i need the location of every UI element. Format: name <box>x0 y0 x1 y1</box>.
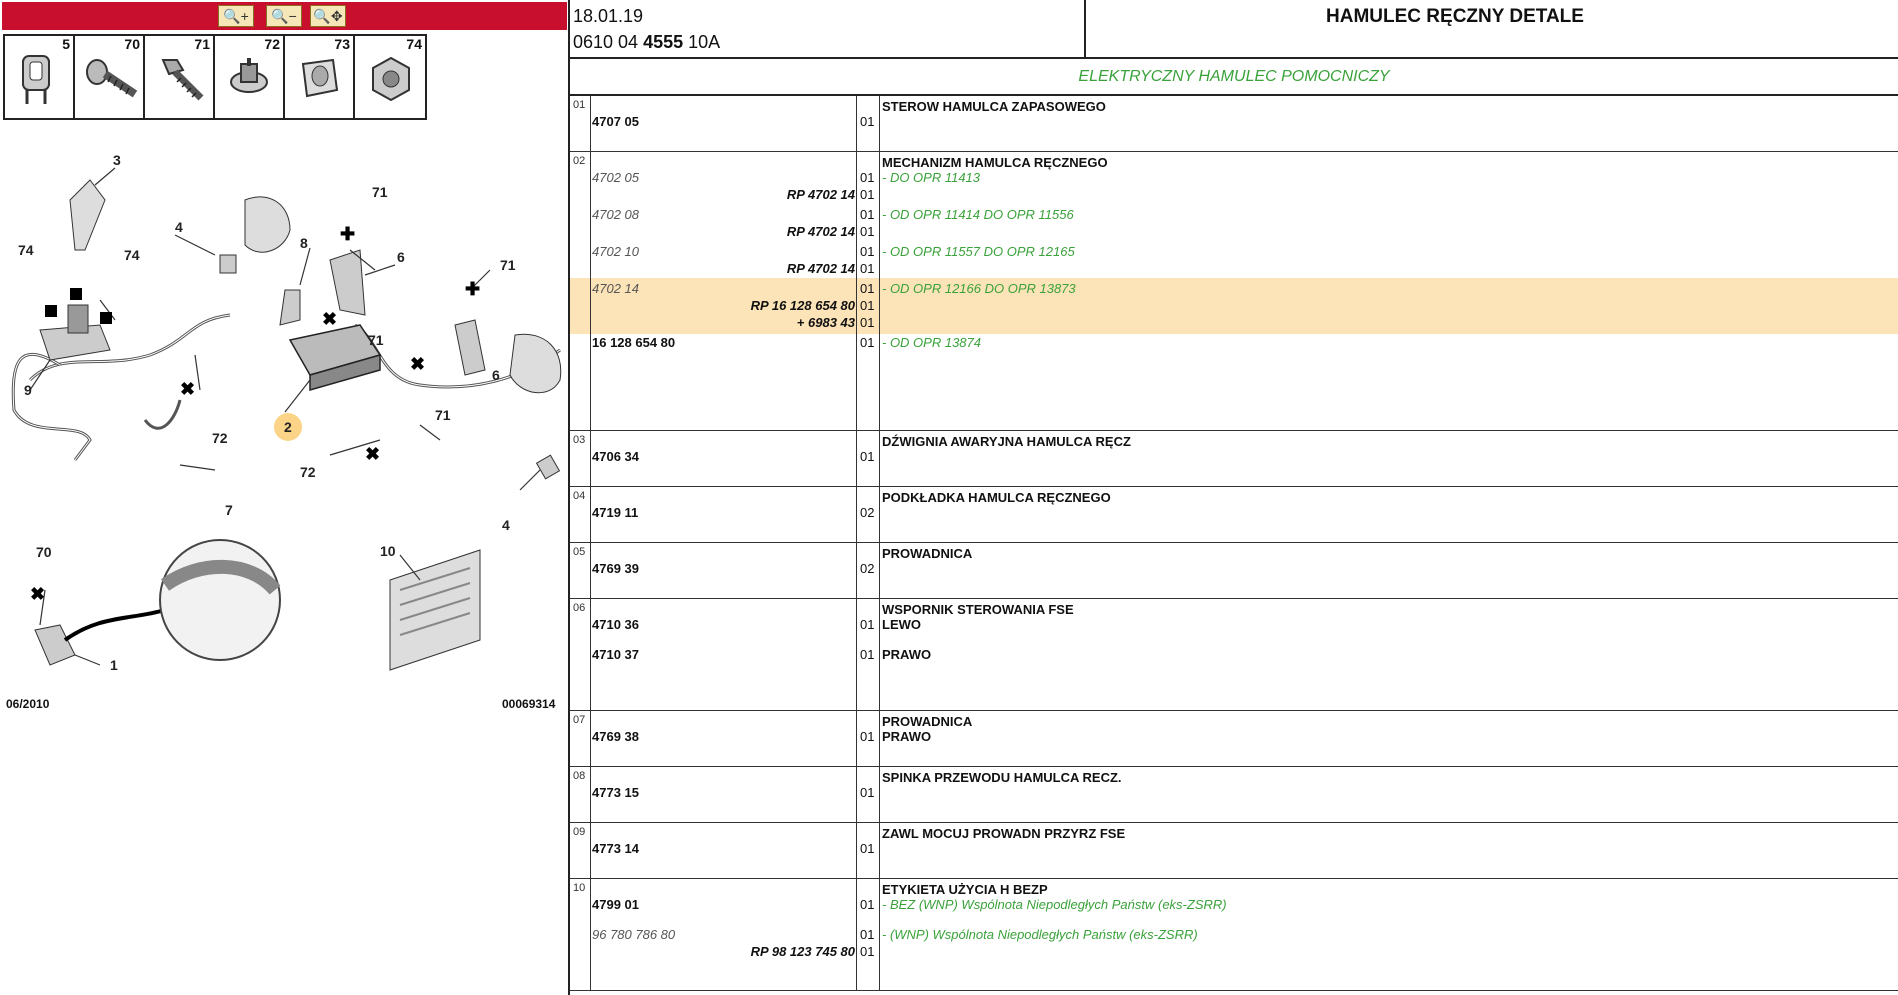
thumb-number: 5 <box>62 36 70 52</box>
thumb-number: 70 <box>124 36 140 52</box>
column-rule <box>590 599 591 710</box>
callout-label: 6 <box>397 249 405 265</box>
replacement-ref: RP 16 128 654 80 <box>750 298 855 313</box>
part-ref[interactable]: 96 780 786 80 <box>592 927 676 942</box>
part-qty: 01 <box>860 729 875 744</box>
thumb-73[interactable] <box>285 36 355 118</box>
part-desc: - OD OPR 11414 DO OPR 11556 <box>882 207 1074 222</box>
part-group <box>570 599 1898 711</box>
thumb-number: 74 <box>406 36 422 52</box>
zoom-out-button[interactable] <box>266 5 302 27</box>
group-number: 09 <box>573 826 586 838</box>
callout-label: 8 <box>300 235 308 251</box>
zoom-in-button[interactable] <box>218 5 254 27</box>
code-suffix: 10A <box>688 32 721 52</box>
part-desc: - OD OPR 12166 DO OPR 13873 <box>882 281 1076 296</box>
group-title: ETYKIETA UŻYCIA H BEZP <box>882 882 1048 897</box>
column-rule <box>856 431 857 486</box>
column-rule <box>856 823 857 878</box>
parts-list-panel <box>570 0 1898 995</box>
callout-label: 71 <box>500 257 516 273</box>
column-rule <box>590 431 591 486</box>
pan-button[interactable] <box>310 5 346 27</box>
part-group <box>570 96 1898 152</box>
part-qty: 01 <box>860 207 875 222</box>
part-ref[interactable]: 4773 14 <box>592 841 639 856</box>
callout-label: 9 <box>24 382 32 398</box>
part-ref[interactable]: 4707 05 <box>592 114 639 129</box>
part-ref[interactable]: 4710 37 <box>592 647 639 662</box>
part-desc: LEWO <box>882 617 921 632</box>
column-rule <box>590 487 591 542</box>
group-number: 10 <box>573 882 586 894</box>
part-group <box>570 543 1898 599</box>
column-rule <box>879 543 880 598</box>
group-title: SPINKA PRZEWODU HAMULCA RECZ. <box>882 770 1122 785</box>
replacement-qty: 01 <box>860 187 875 202</box>
part-ref[interactable]: 4706 34 <box>592 449 639 464</box>
part-desc: - OD OPR 11557 DO OPR 12165 <box>882 244 1075 259</box>
thumb-71[interactable] <box>145 36 215 118</box>
part-ref[interactable]: 4702 14 <box>592 281 639 296</box>
pan-icon: 🔍✥ <box>313 7 343 24</box>
replacement-ref: RP 4702 14 <box>786 224 855 239</box>
header-code <box>573 32 720 53</box>
zoom-in-icon: 🔍+ <box>223 7 249 24</box>
callout-label: 71 <box>372 184 388 200</box>
header-info <box>570 0 1086 57</box>
fastener-markers <box>30 224 480 604</box>
callout-label: 6 <box>492 367 500 383</box>
part-desc: - DO OPR 11413 <box>882 170 981 185</box>
svg-text:✖: ✖ <box>30 584 46 604</box>
diagram-panel <box>0 0 569 995</box>
group-number: 08 <box>573 770 586 782</box>
group-title: DŹWIGNIA AWARYJNA HAMULCA RĘCZ <box>882 434 1131 449</box>
replacement-qty: 01 <box>860 298 875 313</box>
column-rule <box>879 879 880 990</box>
part-ref[interactable]: 4719 11 <box>592 505 639 520</box>
callout-label: 74 <box>18 242 34 258</box>
thumb-72[interactable] <box>215 36 285 118</box>
column-rule <box>590 711 591 766</box>
part-ref[interactable]: 4710 36 <box>592 617 639 632</box>
replacement-ref: RP 98 123 745 80 <box>750 944 855 959</box>
hex-nut-icon <box>363 50 419 110</box>
column-rule <box>856 879 857 990</box>
part-ref[interactable]: 4702 08 <box>592 207 639 222</box>
column-rule <box>879 152 880 430</box>
column-rule <box>856 152 857 430</box>
column-rule <box>590 96 591 151</box>
replacement-ref: + 6983 43 <box>796 315 855 330</box>
group-number: 01 <box>573 99 586 111</box>
group-number: 06 <box>573 602 586 614</box>
column-rule <box>590 767 591 822</box>
zoom-toolbar <box>2 2 567 30</box>
exploded-diagram <box>0 140 569 720</box>
column-rule <box>856 543 857 598</box>
column-rule <box>856 711 857 766</box>
replacement-qty: 01 <box>860 944 875 959</box>
group-number: 07 <box>573 714 586 726</box>
column-rule <box>856 487 857 542</box>
replacement-ref: RP 4702 14 <box>786 187 855 202</box>
group-title: PROWADNICA <box>882 714 973 729</box>
part-ref[interactable]: 4799 01 <box>592 897 639 912</box>
code-prefix: 0610 04 <box>573 32 639 52</box>
group-title: WSPORNIK STEROWANIA FSE <box>882 602 1074 617</box>
part-desc: - OD OPR 13874 <box>882 335 981 350</box>
diagram-ref: 00069314 <box>502 697 556 711</box>
column-rule <box>856 96 857 151</box>
actuator-unit <box>290 325 380 390</box>
svg-text:✖: ✖ <box>180 379 196 399</box>
svg-text:✖: ✖ <box>410 354 426 374</box>
code-bold: 4555 <box>643 32 684 52</box>
part-desc: PRAWO <box>882 729 932 744</box>
callout-label: 74 <box>124 247 140 263</box>
part-ref[interactable]: 4702 05 <box>592 170 639 185</box>
part-qty: 01 <box>860 617 875 632</box>
thumb-5[interactable] <box>5 36 75 118</box>
column-rule <box>590 879 591 990</box>
group-number: 05 <box>573 546 586 558</box>
replacement-qty: 01 <box>860 224 875 239</box>
thumb-number: 73 <box>334 36 350 52</box>
column-rule <box>856 599 857 710</box>
group-number: 03 <box>573 434 586 446</box>
group-number: 04 <box>573 490 586 502</box>
parts-table <box>570 96 1898 991</box>
callout-label: 7 <box>225 502 233 518</box>
part-group <box>570 487 1898 543</box>
part-qty: 01 <box>860 244 875 259</box>
thumb-74[interactable] <box>355 36 425 118</box>
thumb-70[interactable] <box>75 36 145 118</box>
diagram-date: 06/2010 <box>6 697 50 711</box>
column-rule <box>879 767 880 822</box>
callout-label: 71 <box>368 332 384 348</box>
group-title: PODKŁADKA HAMULCA RĘCZNEGO <box>882 490 1111 505</box>
thumb-number: 71 <box>194 36 210 52</box>
column-rule <box>590 152 591 430</box>
group-title: PROWADNICA <box>882 546 973 561</box>
part-qty: 01 <box>860 335 875 350</box>
svg-text:✖: ✖ <box>365 444 381 464</box>
column-rule <box>879 431 880 486</box>
group-title: STEROW HAMULCA ZAPASOWEGO <box>882 99 1106 114</box>
svg-text:✚: ✚ <box>340 224 356 244</box>
part-qty: 01 <box>860 114 875 129</box>
part-qty: 01 <box>860 449 875 464</box>
callout-label: 72 <box>300 464 316 480</box>
callout-label: 4 <box>175 219 183 235</box>
fastener-thumbnails <box>3 34 427 120</box>
column-rule <box>879 96 880 151</box>
header <box>570 0 1898 59</box>
callout-label: 72 <box>212 430 228 446</box>
zoom-out-icon: 🔍− <box>271 7 297 24</box>
column-rule <box>590 823 591 878</box>
thumb-number: 72 <box>264 36 280 52</box>
svg-text:✖: ✖ <box>322 309 338 329</box>
part-qty: 01 <box>860 785 875 800</box>
group-number: 02 <box>573 155 586 167</box>
washer-bolt-icon <box>223 50 279 110</box>
column-rule <box>879 823 880 878</box>
svg-text:✚: ✚ <box>465 279 481 299</box>
callout-label: 1 <box>110 657 118 673</box>
bracket-icon <box>13 50 65 110</box>
part-desc: - (WNP) Wspólnota Niepodległych Państw (eks-ZSRR) <box>882 927 1198 942</box>
column-rule <box>590 543 591 598</box>
part-qty: 01 <box>860 897 875 912</box>
group-title: MECHANIZM HAMULCA RĘCZNEGO <box>882 155 1108 170</box>
part-qty: 02 <box>860 505 875 520</box>
callout-label: 70 <box>36 544 52 560</box>
part-qty: 01 <box>860 647 875 662</box>
part-ref[interactable]: 4702 10 <box>592 244 639 259</box>
part-desc: - BEZ (WNP) Wspólnota Niepodległych Państw (eks-ZSRR) <box>882 897 1227 912</box>
callout-label: 10 <box>380 543 396 559</box>
part-desc: PRAWO <box>882 647 932 662</box>
bolt-icon <box>153 50 209 110</box>
part-qty: 02 <box>860 561 875 576</box>
section-subtitle: ELEKTRYCZNY HAMULEC POMOCNICZY <box>570 59 1898 96</box>
callout-label: 3 <box>113 152 121 168</box>
replacement-ref: RP 4702 14 <box>786 261 855 276</box>
header-date: 18.01.19 <box>573 6 644 26</box>
part-ref[interactable]: 4769 39 <box>592 561 639 576</box>
part-group <box>570 879 1898 991</box>
part-ref[interactable]: 16 128 654 80 <box>592 335 676 350</box>
part-group <box>570 152 1898 431</box>
screw-icon <box>83 50 139 110</box>
part-qty: 01 <box>860 281 875 296</box>
part-ref[interactable]: 4769 38 <box>592 729 639 744</box>
part-group <box>570 711 1898 767</box>
part-qty: 01 <box>860 170 875 185</box>
replacement-qty: 01 <box>860 315 875 330</box>
column-rule <box>856 767 857 822</box>
replacement-qty: 01 <box>860 261 875 276</box>
callout-label: 71 <box>435 407 451 423</box>
group-title: ZAWL MOCUJ PROWADN PRZYRZ FSE <box>882 826 1126 841</box>
part-qty: 01 <box>860 927 875 942</box>
column-rule <box>879 711 880 766</box>
page-title: HAMULEC RĘCZNY DETALE <box>1326 6 1584 27</box>
callout-label: 4 <box>502 517 510 533</box>
column-rule <box>879 599 880 710</box>
part-group <box>570 823 1898 879</box>
callout-label: 2 <box>284 419 292 435</box>
part-ref[interactable]: 4773 15 <box>592 785 639 800</box>
column-rule <box>879 487 880 542</box>
clip-nut-icon <box>293 50 349 110</box>
part-group <box>570 431 1898 487</box>
part-group <box>570 767 1898 823</box>
part-qty: 01 <box>860 841 875 856</box>
